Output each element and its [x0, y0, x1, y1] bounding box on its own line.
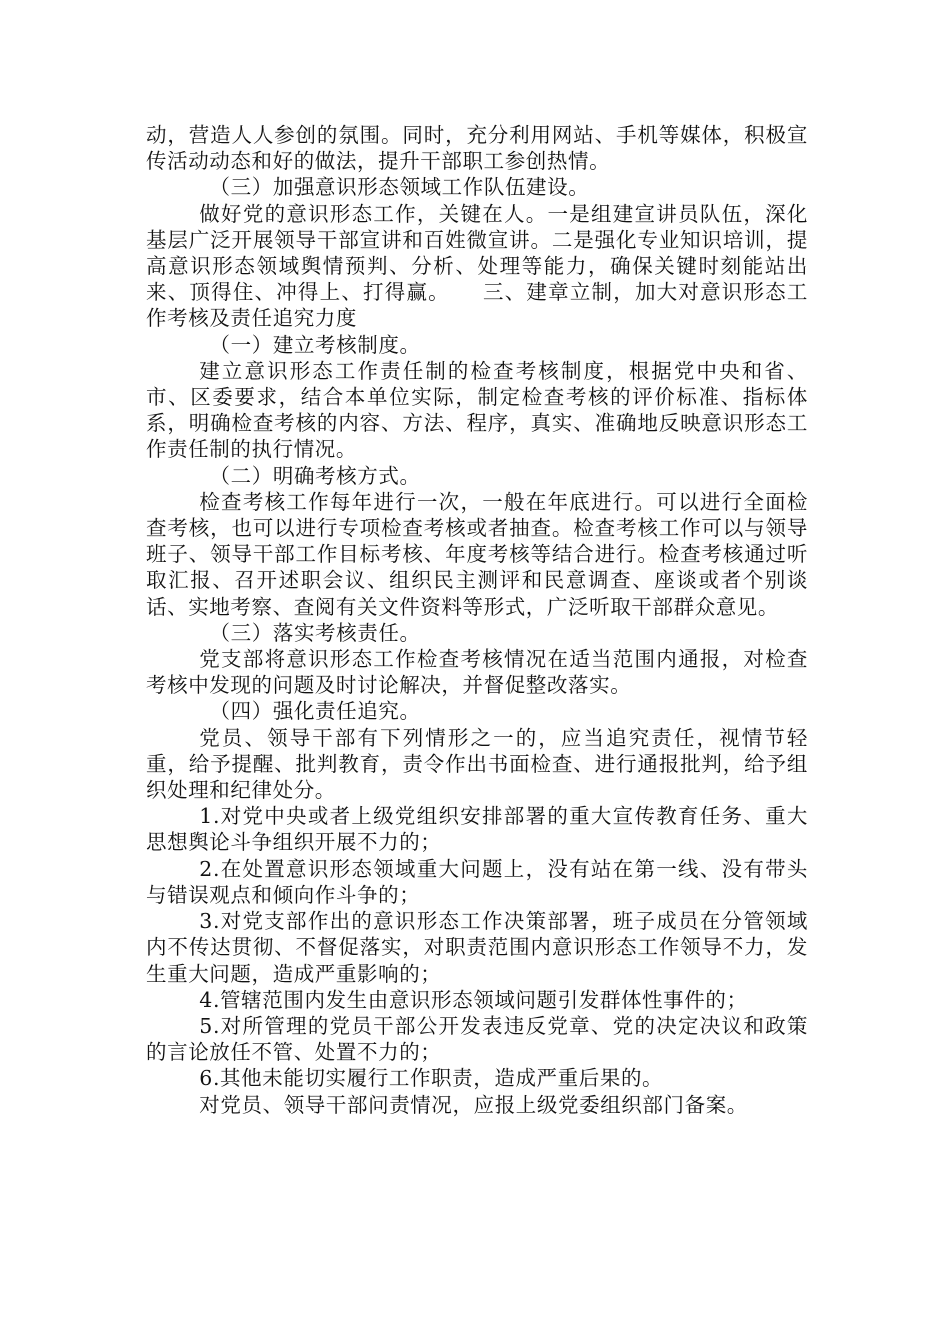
list-item: 1.对党中央或者上级党组织安排部署的重大宣传教育任务、重大思想舆论斗争组织开展不力的；: [146, 804, 808, 855]
paragraph: 党员、领导干部有下列情形之一的，应当追究责任，视情节轻重，给予提醒、批判教育，责令作出书面检查、进行通报批判，给予组织处理和纪律处分。: [146, 725, 808, 803]
section-heading: （二）明确考核方式。: [209, 463, 421, 488]
section-heading: （三）落实考核责任。: [209, 620, 421, 645]
list-item: 4.管辖范围内发生由意识形态领域问题引发群体性事件的；: [199, 987, 748, 1012]
section-heading: （四）强化责任追究。: [209, 699, 421, 724]
list-item: 6.其他未能切实履行工作职责，造成严重后果的。: [199, 1066, 664, 1091]
list-item: 2.在处置意识形态领域重大问题上，没有站在第一线、没有带头与错误观点和倾向作斗争的；: [146, 856, 808, 907]
section-heading: （三）加强意识形态领域工作队伍建设。: [209, 175, 590, 200]
paragraph: 做好党的意识形态工作，关键在人。一是组建宣讲员队伍，深化基层广泛开展领导干部宣讲和百姓微宣讲。二是强化专业知识培训，提高意识形态领域舆情预判、分析、处理等能力，确保关键时刻能站出来、顶得住、冲得上、打得赢。 三、建章立制，加大对意识形态工作考核及责任追究力度: [146, 201, 808, 331]
paragraph: 对党员、领导干部问责情况，应报上级党委组织部门备案。: [199, 1092, 748, 1117]
list-item: 5.对所管理的党员干部公开发表违反党章、党的决定决议和政策的言论放任不管、处置不力的；: [146, 1013, 808, 1065]
paragraph: 检查考核工作每年进行一次，一般在年底进行。可以进行全面检查考核，也可以进行专项检查考核或者抽查。检查考核工作可以与领导班子、领导干部工作目标考核、年度考核等结合进行。检查考核通过听取汇报、召开述职会议、组织民主测评和民意调查、座谈或者个别谈话、实地考察、查阅有关文件资料等形式，广泛听取干部群众意见。: [146, 489, 808, 619]
section-heading: （一）建立考核制度。: [209, 332, 421, 357]
paragraph: 建立意识形态工作责任制的检查考核制度，根据党中央和省、市、区委要求，结合本单位实际，制定检查考核的评价标准、指标体系，明确检查考核的内容、方法、程序，真实、准确地反映意识形态工作责任制的执行情况。: [146, 358, 808, 462]
paragraph-continuation: 动，营造人人参创的氛围。同时，充分利用网站、手机等媒体，积极宣传活动动态和好的做法，提升干部职工参创热情。: [146, 123, 808, 174]
list-item: 3.对党支部作出的意识形态工作决策部署，班子成员在分管领域内不传达贯彻、不督促落实，对职责范围内意识形态工作领导不力，发生重大问题，造成严重影响的；: [146, 909, 808, 986]
document-body: [146, 122, 808, 1118]
paragraph: 党支部将意识形态工作检查考核情况在适当范围内通报，对检查考核中发现的问题及时讨论解决，并督促整改落实。: [146, 647, 808, 698]
